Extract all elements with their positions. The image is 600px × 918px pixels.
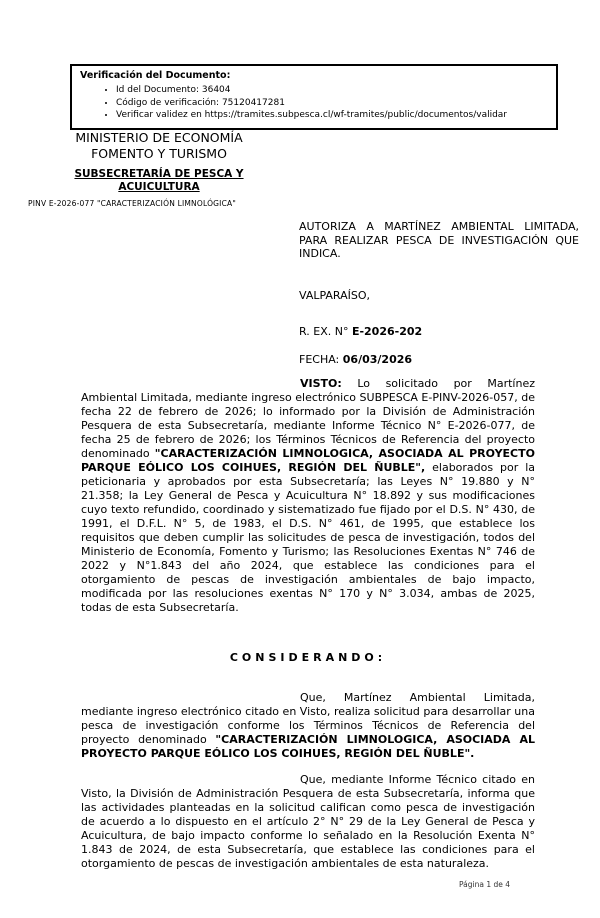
resolution-subject: AUTORIZA A MARTÍNEZ AMBIENTAL LIMITADA, PARA REALIZAR PESCA DE INVESTIGACIÓN QUE INDICA. [299, 220, 579, 260]
resolution-title-block [299, 220, 579, 366]
considerando-heading: CONSIDERANDO: [229, 651, 387, 664]
date-line [299, 353, 579, 367]
visto-project-name: "CARACTERIZACIÓN LIMNOLOGICA, ASOCIADA AL PROYECTO PARQUE EÓLICO LOS COIHUES, REGIÓN DEL ÑUBLE", [81, 447, 535, 474]
verification-item-url: • Verificar validez en https://tramites.subpesca.cl/wf-tramites/public/documentos/validar [116, 109, 548, 122]
visto-label: VISTO: [300, 377, 342, 390]
verification-item-code: • Código de verificación: 75120417281 [116, 97, 548, 110]
verification-list [80, 84, 548, 122]
verification-box [70, 64, 558, 130]
verification-item-document-id: • Id del Documento: 36404 [116, 84, 548, 97]
ministry-name-line2: FOMENTO Y TURISMO [91, 146, 227, 161]
date-value: 06/03/2026 [342, 352, 413, 366]
verification-title: Verificación del Documento: [80, 70, 231, 81]
ministry-name-line1: MINISTERIO DE ECONOMÍA [75, 130, 243, 145]
considerando-1-text: Que, Martínez Ambiental Limitada, mediante ingreso electrónico citado en Visto, realiza solicitud para desarrollar una pesca de investigación conforme los Términos Técnicos de Referencia del proyecto denominado [81, 691, 535, 746]
date-prefix: FECHA: [299, 352, 343, 366]
city-line: VALPARAÍSO, [299, 288, 371, 302]
visto-text-1: Lo solicitado por Martínez Ambiental Limitada, mediante ingreso electrónico SUBPESCA E-PINV-2026-057, de fecha 22 de febrero de 2026; lo informado por la División de Administración Pesquera de esta Subsecretaría, mediante Informe Técnico N° E-2026-077, de fecha 25 de febrero de 2026; los Términos Técnicos de Referencia del proyecto denominado [81, 377, 535, 460]
resolution-number-value: E-2026-202 [351, 325, 423, 338]
considerando-paragraph-1 [81, 691, 535, 761]
resolution-number-prefix: R. EX. N° [299, 325, 352, 338]
page-number-indicator: Página 1 de 4 [459, 880, 511, 889]
org-header [33, 130, 285, 194]
visto-paragraph [81, 377, 535, 615]
visto-text-2: elaborados por la peticionaria y aprobados por esta Subsecretaría; las Leyes N° 19.880 y N° 21.358; la Ley General de Pesca y Acuicultura N° 18.892 y sus modificaciones cuyo texto refundido, coordinado y sistematizado fue fijado por el D.S. N° 430, de 1991, el D.F.L. N° 5, de 1983, el D.S. N° 461, de 1995, que establece los requisitos que deben cumplir las solicitudes de pesca de investigación, todos del Ministerio de Economía, Fomento y Turismo; las Resoluciones Exentas N° 746 de 2022 y N°1.843 del año 2024, que establece las condiciones para el otorgamiento de pescas de investigación ambientales de bajo impacto, modificada por las resoluciones exentas N° 170 y N° 3.034, ambas de 2025, todas de esta Subsecretaría. [81, 461, 535, 614]
considerando-1-project-name: "CARACTERIZACIÓN LIMNOLOGICA, ASOCIADA AL PROYECTO PARQUE EÓLICO LOS COIHUES, REGIÓN DEL ÑUBLE". [81, 733, 535, 760]
resolution-body [81, 377, 535, 871]
resolution-number-line [299, 325, 579, 339]
considerando-paragraph-2: Que, mediante Informe Técnico citado en Visto, la División de Administración Pesquera de esta Subsecretaría, informa que las actividades planteadas en la solicitud califican como pesca de investigación de acuerdo a lo dispuesto en el artículo 2° N° 29 de la Ley General de Pesca y Acuicultura, de bajo impacto conforme lo señalado en la Resolución Exenta N° 1.843 de 2024, de esta Subsecretaría, que establece las condiciones para el otorgamiento de pescas de investigación ambientales de esta naturaleza. [81, 773, 535, 870]
subsecretaria-name: SUBSECRETARÍA DE PESCA Y ACUICULTURA [74, 168, 244, 193]
project-reference-code: PINV E-2026-077 "CARACTERIZACIÓN LIMNOLÓGICA" [28, 199, 237, 208]
